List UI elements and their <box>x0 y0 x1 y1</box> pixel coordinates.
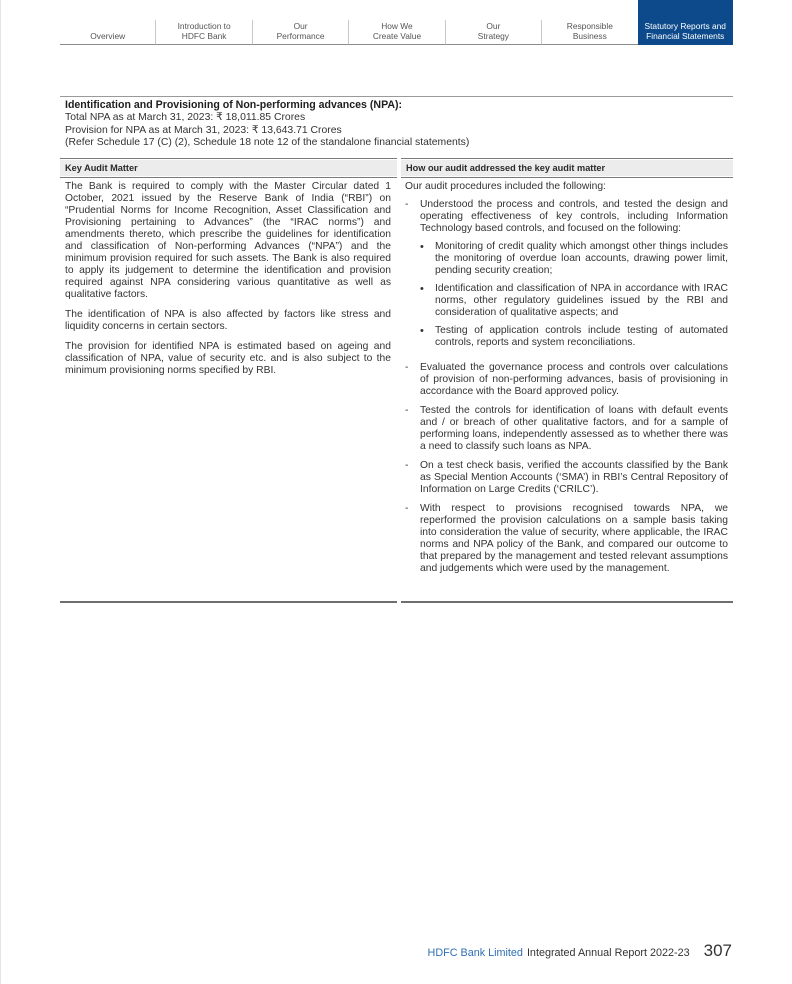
audit-procedure-item <box>405 503 728 575</box>
footer-report-title: Integrated Annual Report 2022-23 <box>526 947 690 959</box>
audit-procedure-item <box>405 199 728 355</box>
kam-paragraph: The identification of NPA is also affected by factors like stress and liquidity concerns in certain sectors. <box>65 309 391 332</box>
table-header-top-rule-right <box>401 158 733 159</box>
kam-paragraph: The Bank is required to comply with the Master Circular dated 1 October, 2021 issued by the Reserve Bank of India (“RBI”) on “Prudential Norms for Income Recognition, Asset Classification and Provisioning pertaining to Advances” (the “IRAC norms”) and amendments thereto, which prescribe the guidelines for identification and classification of Non-performing Advances (“NPA”) and the minimum provision required for such assets. The Bank is also required to apply its judgement to determine the identification and provision required against NPA considering various quantitative as well as qualitative factors. <box>65 181 391 300</box>
audit-response-column <box>405 181 728 582</box>
tab-our-performance[interactable]: Our Performance <box>252 20 348 45</box>
control-bullet-item <box>420 283 728 319</box>
tab-our-strategy[interactable]: Our Strategy <box>445 20 541 45</box>
audit-procedure-item <box>405 362 728 398</box>
footer-company-name: HDFC Bank Limited <box>427 947 523 959</box>
table-header-bottom-rule-right <box>401 177 733 178</box>
key-audit-matter-column <box>65 181 391 385</box>
tab-introduction-to-hdfc-bank[interactable]: Introduction to HDFC Bank <box>155 20 251 45</box>
control-bullet-item <box>420 325 728 349</box>
bullet-marker: • <box>420 241 424 253</box>
control-bullet-text: Monitoring of credit quality which amongst other things includes the monitoring of overdue loan accounts, drawing power limit, pending security creation; <box>435 241 728 276</box>
audit-procedure-text: With respect to provisions recognised towards NPA, we reperformed the provision calculations on a sample basis taking into consideration the value of security, where applicable, the IRAC norms and NPA policy of the Bank, and compared our outcome to that prepared by the management and tested relevant assumptions and judgements which were used by the management. <box>420 503 728 574</box>
control-bullet-text: Testing of application controls include testing of automated controls, reports and system reconciliations. <box>435 325 728 348</box>
section-title: Identification and Provisioning of Non-performing advances (NPA): <box>65 99 403 111</box>
dash-marker: - <box>405 199 409 210</box>
dash-marker: - <box>405 460 409 471</box>
section-navigation <box>60 20 733 45</box>
audit-procedure-text: On a test check basis, verified the accounts classified by the Bank as Special Mention Accounts (‘SMA’) in RBI’s Central Repository of Information on Large Credits (‘CRILC’). <box>420 460 728 495</box>
control-bullet-text: Identification and classification of NPA in accordance with IRAC norms, other regulatory guidelines issued by the RBI and consideration of qualitative aspects; and <box>435 283 728 318</box>
tab-statutory-reports[interactable]: Statutory Reports and Financial Statements <box>638 0 733 45</box>
dash-marker: - <box>405 405 409 416</box>
control-bullet-item <box>420 241 728 277</box>
npa-section-header <box>65 99 725 150</box>
kam-paragraph: The provision for identified NPA is estimated based on ageing and classification of NPA, value of security etc. and is also subject to the minimum provisioning norms specified by RBI. <box>65 341 391 376</box>
header-key-audit-matter: Key Audit Matter <box>60 160 397 176</box>
page-footer <box>428 941 732 961</box>
audit-procedure-text: Evaluated the governance process and controls over calculations of provision of non-performing advances, basis of provisioning in accordance with the Board approved policy. <box>420 362 728 397</box>
table-bottom-rule-right <box>401 601 733 603</box>
audit-procedure-text: Understood the process and controls, and tested the design and operating effectiveness of key controls, including Information Technology based controls, and focused on the following: <box>420 199 728 234</box>
audit-procedure-text: Tested the controls for identification of loans with default events and / or breach of other qualitative factors, and for a sample of performing loans, independently assessed as to whether there was a need to classify such loans as NPA. <box>420 405 728 452</box>
page-edge-rule <box>0 0 1 984</box>
bullet-marker: • <box>420 325 424 337</box>
tab-overview[interactable]: Overview <box>60 20 155 45</box>
audit-procedure-item <box>405 460 728 496</box>
table-bottom-rule-left <box>60 601 397 603</box>
header-how-addressed: How our audit addressed the key audit matter <box>401 160 733 176</box>
table-header-top-rule-left <box>60 158 397 159</box>
audit-procedures-intro: Our audit procedures included the following: <box>405 181 606 192</box>
bullet-marker: • <box>420 283 424 295</box>
provision-npa-line: Provision for NPA as at March 31, 2023: ₹ 13,643.71 Crores <box>65 124 342 136</box>
dash-marker: - <box>405 503 409 514</box>
reference-line: (Refer Schedule 17 (C) (2), Schedule 18 note 12 of the standalone financial statements) <box>65 137 470 148</box>
dash-marker: - <box>405 362 409 373</box>
tab-responsible-business[interactable]: Responsible Business <box>541 20 637 45</box>
section-top-divider <box>60 96 733 97</box>
total-npa-line: Total NPA as at March 31, 2023: ₹ 18,011.85 Crores <box>65 112 306 123</box>
page-number: 307 <box>703 941 732 960</box>
tab-how-we-create-value[interactable]: How We Create Value <box>348 20 444 45</box>
audit-procedure-item <box>405 405 728 453</box>
table-header-bottom-rule-left <box>60 177 397 178</box>
